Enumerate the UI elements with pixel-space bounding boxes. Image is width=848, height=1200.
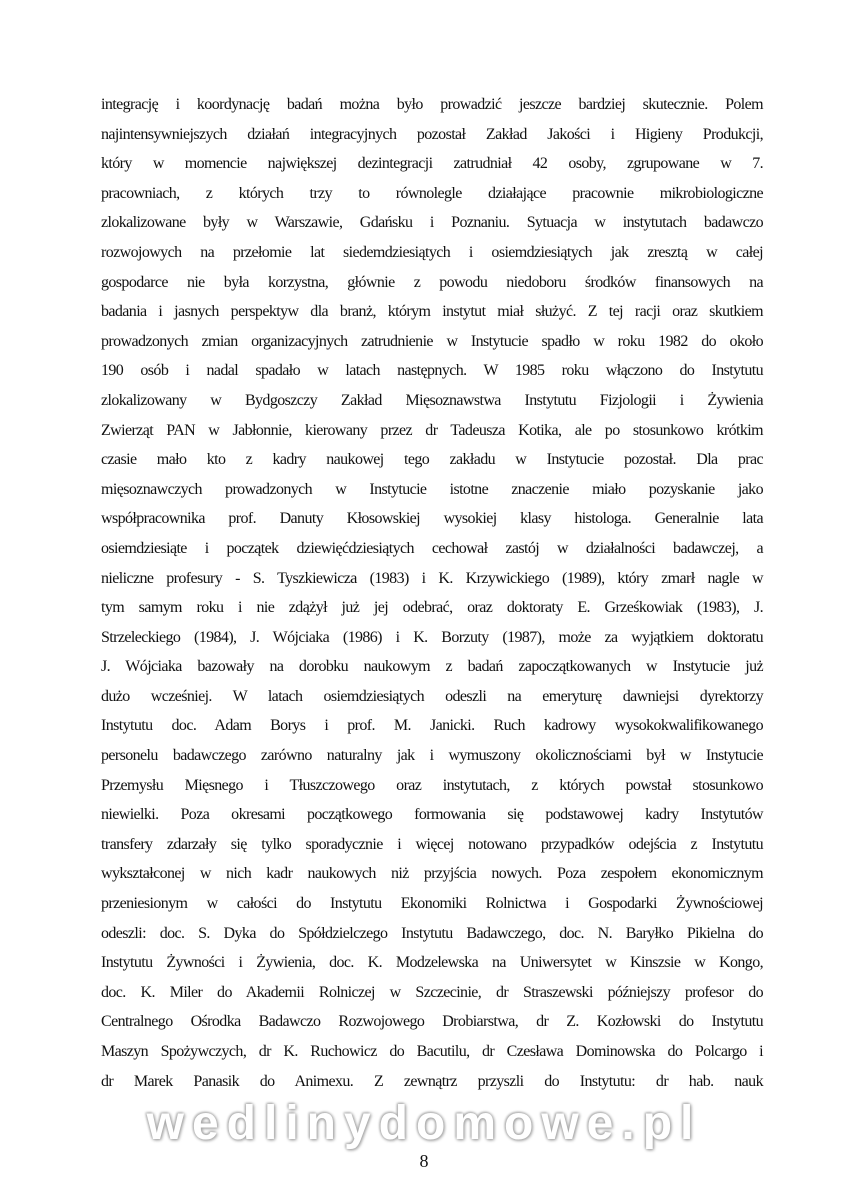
text-line: doc. K. Miler do Akademii Rolniczej w Szczecinie, dr Straszewski późniejszy profesor do (101, 983, 763, 1001)
text-line: Instytutu doc. Adam Borys i prof. M. Janicki. Ruch kadrowy wysokokwalifikowanego (101, 717, 763, 735)
text-line: Instytutu Żywności i Żywienia, doc. K. Modzelewska na Uniwersytet w Kinszsie w Kongo, (101, 954, 763, 972)
text-line: badania i jasnych perspektyw dla branż, którym instytut miał służyć. Z tej racji oraz skutkiem (101, 303, 763, 321)
text-line: odeszli: doc. S. Dyka do Spółdzielczego Instytutu Badawczego, doc. N. Baryłko Pikielna do (101, 924, 763, 942)
text-line: transfery zdarzały się tylko sporadycznie i więcej notowano przypadków odejścia z Instytutu (101, 835, 763, 853)
text-line: Zwierząt PAN w Jabłonnie, kierowany przez dr Tadeusza Kotika, ale po stosunkowo krótkim (101, 421, 763, 439)
text-line: integrację i koordynację badań można było prowadzić jeszcze bardziej skutecznie. Polem (101, 96, 763, 113)
text-line: zlokalizowane były w Warszawie, Gdańsku i Poznaniu. Sytuacja w instytutach badawczo (101, 214, 763, 232)
text-line: J. Wójciaka bazowały na dorobku naukowym z badań zapoczątkowanych w Instytucie już (101, 658, 763, 676)
text-line: osiemdziesiąte i początek dziewięćdziesiątych cechował zastój w działalności badawczej, a (101, 539, 763, 557)
text-line: gospodarce nie była korzystna, głównie z powodu niedoboru środków finansowych na (101, 273, 763, 291)
text-line: czasie mało kto z kadry naukowej tego zakładu w Instytucie pozostał. Dla prac (101, 451, 763, 469)
text-line: Przemysłu Mięsnego i Tłuszczowego oraz instytutach, z których powstał stosunkowo (101, 776, 763, 794)
text-line: Strzeleckiego (1984), J. Wójciaka (1986) i K. Borzuty (1987), może za wyjątkiem doktoratu (101, 628, 763, 646)
text-line: wykształconej w nich kadr naukowych niż przyjścia nowych. Poza zespołem ekonomicznym (101, 865, 763, 883)
watermark: wedlinydomowe.pl (146, 1097, 702, 1150)
text-line: pracowniach, z których trzy to równolegle działające pracownie mikrobiologiczne (101, 184, 763, 202)
text-line: personelu badawczego zarówno naturalny jak i wymuszony okolicznościami był w Instytucie (101, 747, 763, 765)
text-line: rozwojowych na przełomie lat siedemdziesiątych i osiemdziesiątych jak zresztą w całej (101, 243, 763, 261)
text-line: niewielki. Poza okresami początkowego formowania się podstawowej kadry Instytutów (101, 806, 763, 824)
body-text (101, 90, 763, 1096)
text-line: nieliczne profesury - S. Tyszkiewicza (1983) i K. Krzywickiego (1989), który zmarł nagle w (101, 569, 763, 587)
text-line: dr Marek Panasik do Animexu. Z zewnątrz przyszli do Instytutu: dr hab. nauk (101, 1072, 763, 1090)
text-line: zlokalizowany w Bydgoszczy Zakład Mięsoznawstwa Instytutu Fizjologii i Żywienia (101, 391, 763, 409)
page-number: 8 (419, 1151, 429, 1171)
text-line: Centralnego Ośrodka Badawczo Rozwojowego Drobiarstwa, dr Z. Kozłowski do Instytutu (101, 1013, 763, 1031)
text-line: który w momencie największej dezintegracji zatrudniał 42 osoby, zgrupowane w 7. (101, 155, 763, 173)
text-line: tym samym roku i nie zdążył już jej odebrać, oraz doktoraty E. Grześkowiak (1983), J. (101, 599, 763, 617)
text-line: mięsoznawczych prowadzonych w Instytucie istotne znaczenie miało pozyskanie jako (101, 480, 763, 498)
text-line: współpracownika prof. Danuty Kłosowskiej wysokiej klasy histologa. Generalnie lata (101, 510, 763, 528)
text-line: przeniesionym w całości do Instytutu Ekonomiki Rolnictwa i Gospodarki Żywnościowej (101, 895, 763, 913)
text-line: 190 osób i nadal spadało w latach następnych. W 1985 roku włączono do Instytutu (101, 362, 763, 380)
text-line: najintensywniejszych działań integracyjnych pozostał Zakład Jakości i Higieny Produkcji, (101, 125, 763, 143)
text-line: prowadzonych zmian organizacyjnych zatrudnienie w Instytucie spadło w roku 1982 do około (101, 332, 763, 350)
text-line: dużo wcześniej. W latach osiemdziesiątych odeszli na emeryturę dawniejsi dyrektorzy (101, 687, 763, 705)
text-line: Maszyn Spożywczych, dr K. Ruchowicz do Bacutilu, dr Czesława Dominowska do Polcargo i (101, 1043, 763, 1060)
